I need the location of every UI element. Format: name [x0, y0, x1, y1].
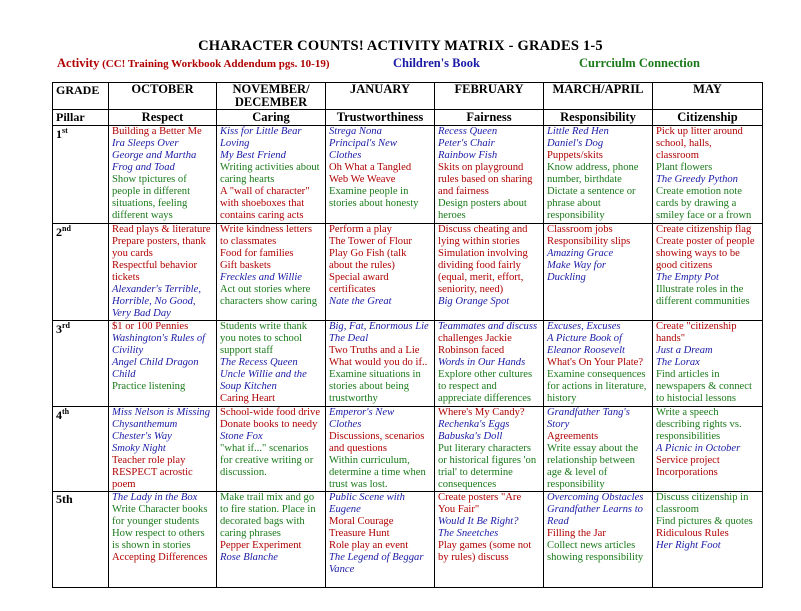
grade-number: 3	[56, 322, 62, 336]
childrens-book-entry: Would It Be Right?	[438, 516, 519, 527]
month-header: NOVEMBER/ DECEMBER	[217, 83, 326, 110]
activity-entry: Donate books to needy	[220, 419, 318, 430]
matrix-cell	[653, 407, 763, 492]
curriculum-connection-entry: Put literary characters	[438, 443, 531, 454]
curriculum-connection-entry: Write a speech	[656, 407, 719, 418]
curriculum-connection-entry: to histocial lessons	[656, 393, 737, 404]
childrens-book-entry: Chysanthemum	[112, 419, 178, 430]
legend-activity-label: Activity	[57, 56, 100, 70]
matrix-cell	[544, 224, 653, 321]
legend-curriculum-connection: Currciulm Connection	[579, 56, 700, 70]
matrix-cell	[109, 126, 217, 224]
grade-row	[53, 224, 763, 321]
matrix-body	[53, 126, 763, 588]
childrens-book-entry: Uncle Willie and the	[220, 369, 307, 380]
grade-column-header: GRADE	[53, 83, 109, 110]
grade-label	[53, 224, 109, 321]
childrens-book-entry: Principal's New	[329, 138, 397, 149]
activity-entry: poem	[112, 479, 136, 490]
childrens-book-entry: Very Bad Day	[112, 308, 171, 319]
activity-entry: Create poster of people	[656, 236, 755, 247]
curriculum-connection-entry: stories about honesty	[329, 198, 419, 209]
activity-entry: Responsibility slips	[547, 236, 631, 247]
activity-entry: (equal, merit, effort,	[438, 272, 524, 283]
month-header: OCTOBER	[109, 83, 217, 110]
activity-entry: Discussions, scenarios	[329, 431, 425, 442]
grade-row	[53, 407, 763, 492]
childrens-book-entry: Strega Nona	[329, 126, 382, 137]
pillar-header-row	[53, 110, 763, 126]
activity-entry: Incorporations	[656, 467, 718, 478]
activity-entry: What would you do if..	[329, 357, 428, 368]
legend-activity	[57, 56, 330, 71]
grade-ordinal-suffix: nd	[62, 224, 71, 233]
activity-entry: you cards	[112, 248, 153, 259]
curriculum-connection-entry: or historical figures 'on	[438, 455, 537, 466]
curriculum-connection-entry: Collect news articles	[547, 540, 636, 551]
curriculum-connection-entry: Know address, phone	[547, 162, 639, 173]
curriculum-connection-entry: number, birthdate	[547, 174, 622, 185]
curriculum-connection-entry: Explore other cultures	[438, 369, 533, 380]
activity-entry: challenges Jackie	[438, 333, 512, 344]
curriculum-connection-entry: discussion.	[220, 467, 267, 478]
activity-entry: Moral Courage	[329, 516, 394, 527]
page-title: CHARACTER COUNTS! ACTIVITY MATRIX - GRADES 1-5	[198, 38, 603, 54]
grade-row	[53, 321, 763, 407]
childrens-book-entry: Vance	[329, 564, 355, 575]
childrens-book-entry: Washington's Rules of	[112, 333, 206, 344]
activity-entry: with shoeboxes that	[220, 198, 305, 209]
curriculum-connection-entry: Make trail mix and go	[220, 492, 315, 503]
matrix-cell	[109, 224, 217, 321]
activity-entry: Caring Heart	[220, 393, 276, 404]
childrens-book-entry: Loving	[220, 138, 250, 149]
childrens-book-entry: Amazing Grace	[547, 248, 614, 259]
curriculum-connection-entry: Writing activities about	[220, 162, 320, 173]
curriculum-connection-entry: characters show caring	[220, 296, 318, 307]
pillar-row-header: Pillar	[53, 110, 109, 126]
activity-entry: Play Go Fish (talk	[329, 248, 407, 259]
matrix-cell	[109, 492, 217, 588]
curriculum-connection-entry: showing responsibility	[547, 552, 644, 563]
activity-entry: Respectful behavior	[112, 260, 198, 271]
activity-entry: to classmates	[220, 236, 277, 247]
activity-entry: Create citizenship flag	[656, 224, 752, 235]
curriculum-connection-entry: Plant flowers	[656, 162, 713, 173]
activity-entry: Robinson faced	[438, 345, 505, 356]
matrix-cell	[653, 224, 763, 321]
curriculum-connection-entry: trust was lost.	[329, 479, 388, 490]
grade-ordinal-suffix: st	[62, 126, 68, 135]
grade-row	[53, 492, 763, 588]
activity-entry: Puppets/skits	[547, 150, 603, 161]
curriculum-connection-entry: history	[547, 393, 577, 404]
grade-number: 2	[56, 225, 62, 239]
activity-entry: Web We Weave	[329, 174, 396, 185]
childrens-book-entry: Excuses, Excuses	[547, 321, 621, 332]
childrens-book-entry: Big Orange Spot	[438, 296, 510, 307]
pillar-header: Citizenship	[653, 110, 763, 126]
childrens-book-entry: The Lady in the Box	[112, 492, 198, 503]
activity-entry: School-wide food drive	[220, 407, 321, 418]
childrens-book-entry: Read	[547, 516, 569, 527]
activity-entry: and fairness	[438, 186, 489, 197]
legend-activity-note: (CC! Training Workbook Addendum pgs. 10-19)	[99, 58, 330, 70]
childrens-book-entry: Child	[112, 369, 136, 380]
curriculum-connection-entry: Design posters about	[438, 198, 527, 209]
matrix-cell	[326, 492, 435, 588]
activity-entry: certificates	[329, 284, 376, 295]
grade-label	[53, 126, 109, 224]
matrix-cell	[326, 321, 435, 407]
pillar-header: Trustworthiness	[326, 110, 435, 126]
matrix-cell	[435, 126, 544, 224]
matrix-cell	[326, 224, 435, 321]
curriculum-connection-entry: Dictate a sentence or	[547, 186, 636, 197]
curriculum-connection-entry: Examine situations in	[329, 369, 421, 380]
curriculum-connection-entry: Discuss citizenship in	[656, 492, 749, 503]
grade-number: 1	[56, 127, 62, 141]
curriculum-connection-entry: Examine consequences	[547, 369, 646, 380]
childrens-book-entry: Words in Our Hands	[438, 357, 526, 368]
matrix-cell	[544, 126, 653, 224]
childrens-book-entry: Story	[547, 419, 570, 430]
childrens-book-entry: My Best Friend	[220, 150, 286, 161]
activity-entry: Two Truths and a Lie	[329, 345, 420, 356]
activity-entry: Role play an event	[329, 540, 409, 551]
activity-entry: Gift baskets	[220, 260, 271, 271]
curriculum-connection-entry: for younger students	[112, 516, 200, 527]
childrens-book-entry: Rainbow Fish	[438, 150, 498, 161]
pillar-header: Responsibility	[544, 110, 653, 126]
childrens-book-entry: Smoky Night	[112, 443, 166, 454]
month-header: MAY	[653, 83, 763, 110]
curriculum-connection-entry: cards by drawing a	[656, 198, 737, 209]
grade-ordinal-suffix: rd	[62, 321, 70, 330]
month-header-row	[53, 83, 763, 110]
curriculum-connection-entry: describing rights vs.	[656, 419, 742, 430]
matrix-cell	[435, 321, 544, 407]
curriculum-connection-entry: responsibility	[547, 210, 605, 221]
childrens-book-entry: Angel Child Dragon	[112, 357, 199, 368]
activity-entry: showing ways to be	[656, 248, 740, 259]
childrens-book-entry: Civility	[112, 345, 144, 356]
childrens-book-entry: Freckles and Willie	[220, 272, 302, 283]
curriculum-connection-entry: consequences	[438, 479, 497, 490]
matrix-cell	[435, 492, 544, 588]
curriculum-connection-entry: situations, feeling	[112, 198, 188, 209]
activity-entry: Ridiculous Rules	[656, 528, 729, 539]
matrix-cell	[326, 407, 435, 492]
activity-matrix-table	[52, 82, 763, 588]
matrix-cell	[217, 224, 326, 321]
curriculum-connection-entry: classroom	[656, 504, 699, 515]
activity-entry: Skits on playground	[438, 162, 524, 173]
childrens-book-entry: Daniel's Dog	[547, 138, 604, 149]
curriculum-connection-entry: trial' to determine	[438, 467, 513, 478]
childrens-book-entry: The Deal	[329, 333, 369, 344]
activity-entry: about the rules)	[329, 260, 395, 271]
curriculum-connection-entry: age & level of	[547, 467, 608, 478]
matrix-cell	[217, 407, 326, 492]
pillar-header: Fairness	[435, 110, 544, 126]
curriculum-connection-entry: different communities	[656, 296, 750, 307]
curriculum-connection-entry: people in different	[112, 186, 191, 197]
matrix-cell	[109, 407, 217, 492]
childrens-book-entry: Kiss for Little Bear	[220, 126, 302, 137]
curriculum-connection-entry: Examine people in	[329, 186, 409, 197]
activity-entry: The Tower of Flour	[329, 236, 412, 247]
childrens-book-entry: Little Red Hen	[547, 126, 609, 137]
childrens-book-entry: The Empty Pot	[656, 272, 719, 283]
childrens-book-entry: Emperor's New	[329, 407, 395, 418]
childrens-book-entry: Clothes	[329, 150, 362, 161]
childrens-book-entry: Chester's Way	[112, 431, 172, 442]
childrens-book-entry: Babuska's Doll	[438, 431, 503, 442]
activity-entry: Food for families	[220, 248, 294, 259]
activity-entry: classroom	[656, 150, 699, 161]
childrens-book-entry: Big, Fat, Enormous Lie	[329, 321, 429, 332]
childrens-book-entry: The Lorax	[656, 357, 700, 368]
childrens-book-entry: Miss Nelson is Missing	[112, 407, 211, 418]
grade-label	[53, 321, 109, 407]
childrens-book-entry: A Picnic in October	[656, 443, 741, 454]
curriculum-connection-entry: Illustrate roles in the	[656, 284, 744, 295]
matrix-cell	[217, 321, 326, 407]
curriculum-connection-entry: caring phrases	[220, 528, 281, 539]
curriculum-connection-entry: Act out stories where	[220, 284, 311, 295]
childrens-book-entry: Peter's Chair	[438, 138, 495, 149]
pillar-header: Caring	[217, 110, 326, 126]
matrix-cell	[435, 224, 544, 321]
activity-entry: and questions	[329, 443, 387, 454]
childrens-book-entry: Teammates and discuss	[438, 321, 538, 332]
childrens-book-entry: Duckling	[547, 272, 586, 283]
matrix-cell	[544, 492, 653, 588]
activity-entry: Agreements	[547, 431, 599, 442]
activity-entry: dividing food fairly	[438, 260, 521, 271]
curriculum-connection-entry: Show tpictures of	[112, 174, 187, 185]
curriculum-connection-entry: caring hearts	[220, 174, 275, 185]
matrix-cell	[653, 321, 763, 407]
childrens-book-entry: Stone Fox	[220, 431, 263, 442]
activity-entry: Discuss cheating and	[438, 224, 528, 235]
activity-entry: Accepting Differences	[112, 552, 208, 563]
curriculum-connection-entry: Students write thank	[220, 321, 308, 332]
curriculum-connection-entry: Find articles in	[656, 369, 720, 380]
curriculum-connection-entry: responsibility	[547, 479, 605, 490]
childrens-book-entry: Grandfather Tang's	[547, 407, 630, 418]
activity-entry: Play games (some not	[438, 540, 532, 551]
legend-childrens-book: Children's Book	[393, 56, 480, 70]
curriculum-connection-entry: newspapers & connect	[656, 381, 752, 392]
matrix-cell	[435, 407, 544, 492]
curriculum-connection-entry: How respect to others	[112, 528, 205, 539]
activity-entry: Service project	[656, 455, 720, 466]
grade-label	[53, 492, 109, 588]
activity-entry: lying within stories	[438, 236, 520, 247]
curriculum-connection-entry: "what if..." scenarios	[220, 443, 309, 454]
childrens-book-entry: A Picture Book of	[547, 333, 623, 344]
activity-entry: tickets	[112, 272, 140, 283]
curriculum-connection-entry: for creative writing or	[220, 455, 314, 466]
grade-label	[53, 407, 109, 492]
activity-entry: Filling the Jar	[547, 528, 606, 539]
childrens-book-entry: Nate the Great	[329, 296, 392, 307]
activity-entry: Building a Better Me	[112, 126, 202, 137]
childrens-book-entry: Soup Kitchen	[220, 381, 277, 392]
childrens-book-entry: Ira Sleeps Over	[112, 138, 179, 149]
activity-entry: A "wall of character"	[220, 186, 310, 197]
curriculum-connection-entry: Find pictures & quotes	[656, 516, 753, 527]
curriculum-connection-entry: you notes to school	[220, 333, 303, 344]
childrens-book-entry: George and Martha	[112, 150, 197, 161]
childrens-book-entry: The Greedy Python	[656, 174, 738, 185]
childrens-book-entry: The Recess Queen	[220, 357, 298, 368]
childrens-book-entry: Clothes	[329, 419, 362, 430]
curriculum-connection-entry: decorated bags with	[220, 516, 305, 527]
childrens-book-entry: Eugene	[329, 504, 361, 515]
activity-entry: Write kindness letters	[220, 224, 312, 235]
curriculum-connection-entry: different ways	[112, 210, 173, 221]
activity-entry: Simulation involving	[438, 248, 528, 259]
childrens-book-entry: Alexander's Terrible,	[112, 284, 201, 295]
curriculum-connection-entry: Practice listening	[112, 381, 186, 392]
activity-entry: Create posters "Are	[438, 492, 522, 503]
activity-entry: Oh What a Tangled	[329, 162, 412, 173]
matrix-cell	[653, 492, 763, 588]
childrens-book-entry: The Sneetches	[438, 528, 499, 539]
matrix-cell	[544, 407, 653, 492]
matrix-cell	[653, 126, 763, 224]
childrens-book-entry: Frog and Toad	[112, 162, 175, 173]
matrix-cell	[544, 321, 653, 407]
activity-entry: hands"	[656, 333, 686, 344]
curriculum-connection-entry: support staff	[220, 345, 274, 356]
activity-entry: seniority, need)	[438, 284, 504, 295]
curriculum-connection-entry: appreciate differences	[438, 393, 532, 404]
curriculum-connection-entry: stories about being	[329, 381, 410, 392]
activity-entry: Treasure Hunt	[329, 528, 390, 539]
activity-entry: by rules) discuss	[438, 552, 509, 563]
childrens-book-entry: Make Way for	[547, 260, 607, 271]
activity-entry: Classroom jobs	[547, 224, 613, 235]
curriculum-connection-entry: heroes	[438, 210, 466, 221]
matrix-cell	[326, 126, 435, 224]
curriculum-connection-entry: Write Character books	[112, 504, 208, 515]
curriculum-connection-entry: for actions in literature,	[547, 381, 647, 392]
activity-entry: Where's My Candy?	[438, 407, 525, 418]
curriculum-connection-entry: relationship between	[547, 455, 635, 466]
activity-entry: Pick up litter around	[656, 126, 743, 137]
curriculum-connection-entry: Create emotion note	[656, 186, 742, 197]
month-header: JANUARY	[326, 83, 435, 110]
grade-number: 4	[56, 408, 62, 422]
grade-number: 5th	[56, 492, 73, 506]
curriculum-connection-entry: phrase about	[547, 198, 601, 209]
activity-entry: You Fair"	[438, 504, 480, 515]
curriculum-connection-entry: to respect and	[438, 381, 497, 392]
curriculum-connection-entry: Write essay about the	[547, 443, 639, 454]
curriculum-connection-entry: responsibilities	[656, 431, 721, 442]
activity-entry: Prepare posters, thank	[112, 236, 206, 247]
childrens-book-entry: Eleanor Roosevelt	[547, 345, 625, 356]
activity-entry: Create "citizenship	[656, 321, 737, 332]
curriculum-connection-entry: smiley face or a frown	[656, 210, 752, 221]
month-header: FEBRUARY	[435, 83, 544, 110]
childrens-book-entry: Grandfather Learns to	[547, 504, 643, 515]
activity-entry: contains caring acts	[220, 210, 304, 221]
matrix-cell	[217, 492, 326, 588]
pillar-header: Respect	[109, 110, 217, 126]
activity-entry: good citizens	[656, 260, 713, 271]
curriculum-connection-entry: is shown in stories	[112, 540, 191, 551]
activity-entry: $1 or 100 Pennies	[112, 321, 189, 332]
activity-entry: RESPECT acrostic	[112, 467, 193, 478]
activity-entry: Perform a play	[329, 224, 392, 235]
matrix-cell	[217, 126, 326, 224]
grade-ordinal-suffix: th	[62, 407, 70, 416]
curriculum-connection-entry: trustworthy	[329, 393, 378, 404]
childrens-book-entry: Just a Dream	[656, 345, 713, 356]
activity-entry: Special award	[329, 272, 389, 283]
activity-entry: Teacher role play	[112, 455, 186, 466]
curriculum-connection-entry: determine a time when	[329, 467, 426, 478]
matrix-cell	[109, 321, 217, 407]
childrens-book-entry: Horrible, No Good,	[112, 296, 196, 307]
childrens-book-entry: Her Right Foot	[656, 540, 721, 551]
childrens-book-entry: Public Scene with	[329, 492, 405, 503]
curriculum-connection-entry: Within curriculum,	[329, 455, 410, 466]
activity-entry: school, halls,	[656, 138, 712, 149]
activity-entry: rules based on sharing	[438, 174, 533, 185]
childrens-book-entry: Overcoming Obstacles	[547, 492, 644, 503]
childrens-book-entry: The Legend of Beggar	[329, 552, 424, 563]
activity-entry: Read plays & literature	[112, 224, 211, 235]
month-header: MARCH/APRIL	[544, 83, 653, 110]
childrens-book-entry: Rechenka's Eggs	[438, 419, 510, 430]
childrens-book-entry: Recess Queen	[438, 126, 498, 137]
grade-row	[53, 126, 763, 224]
activity-entry: Pepper Experiment	[220, 540, 302, 551]
childrens-book-entry: Rose Blanche	[220, 552, 278, 563]
activity-entry: What's On Your Plate?	[547, 357, 644, 368]
curriculum-connection-entry: to fire station. Place in	[220, 504, 316, 515]
